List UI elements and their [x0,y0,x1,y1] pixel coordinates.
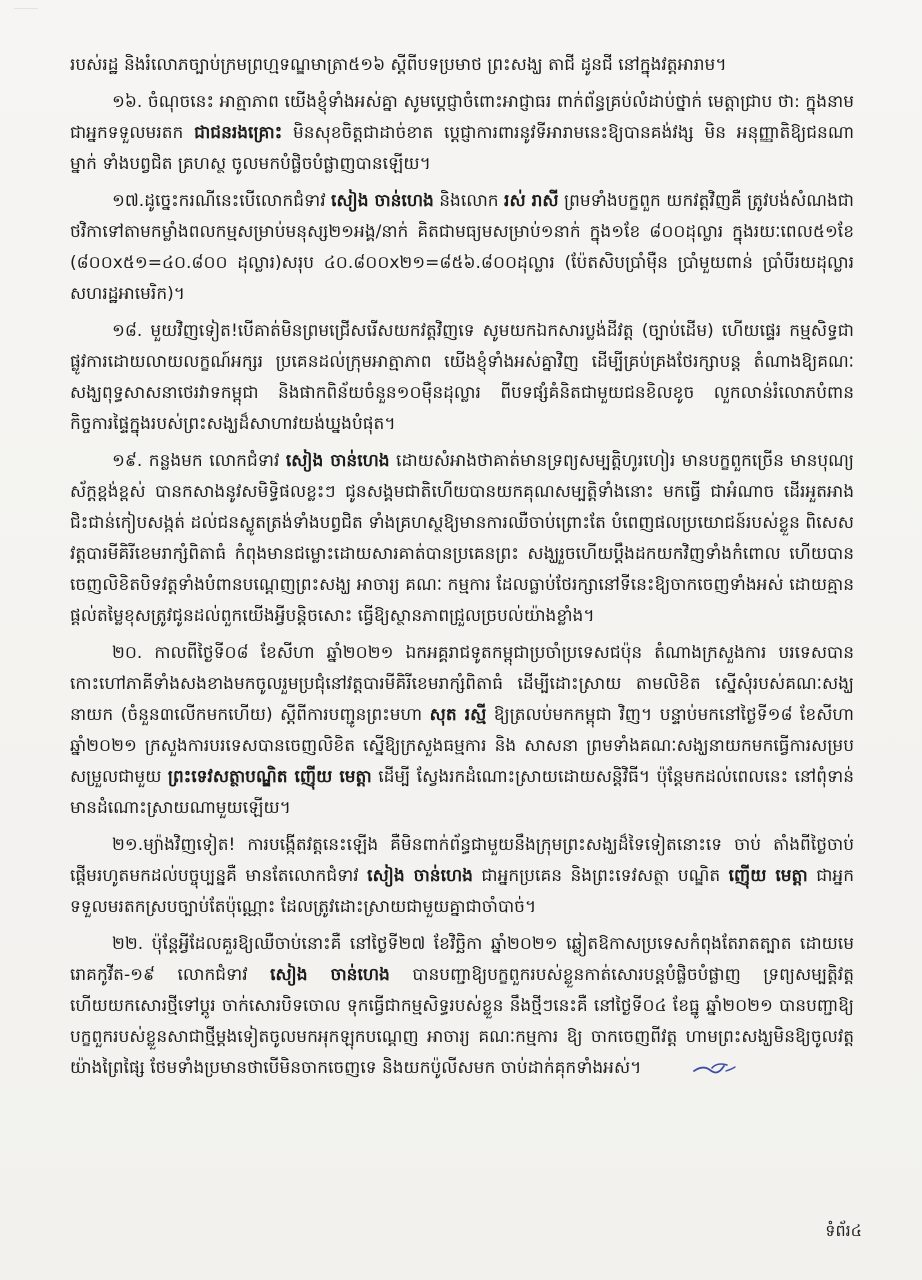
bold-name-text: សៀង ចាន់ហេង [285,451,390,471]
paragraph-16 [70,87,854,180]
paragraph-18 [70,316,854,440]
bold-name-text: ញ៉ើយ មេត្តា [728,866,808,886]
paragraph-20 [70,638,854,824]
bold-name-text: សុត រស្មី [429,705,487,725]
paragraph-text: ឱ្យត្រលប់មកកម្ពុជា វិញ។ បន្ទាប់មកនៅថ្ងៃទី១៨ ខែសីហា ឆ្នាំ២០២១ ក្រសួងការបរទេសបានចេញលិខិត ស្នើឱ្យក្រសួងធម្មការ និង សាសនា ព្រមទាំងគណៈសង្ឃនាយកមកធ្វើការសម្របសម្រួលជាមួយ [70,705,854,787]
handwritten-initials-icon [649,1057,697,1079]
paragraph-text: របស់រដ្ឋ និងរំលោភច្បាប់ក្រមព្រហ្មទណ្ឌមាត្រា៥១៦ ស្តីពីបទប្រមាថ ព្រះសង្ឃ តាជី ដូនជី នៅក្នុងវត្តអារាម។ [70,55,727,75]
paragraph-text: ១៩. កន្លងមក លោកជំទាវ [112,451,286,471]
paragraph-text: ជាអ្នកប្រគេន និងព្រះទេវសត្ថា បណ្ឌិត [472,866,729,886]
paragraph-text: ដើម្បី ស្វែងរកដំណោះស្រាយដោយសន្តិវិធី។ ប៉ុន្តែមកដល់ពេលនេះ នៅពុំទាន់មានដំណោះស្រាយណាមួយឡើយ។ [70,767,855,818]
paragraph-text: ១៦. ចំណុចនេះ អាត្មាភាព យើងខ្ញុំទាំងអស់គ្នា សូមប្តេជ្ញាចំពោះអាជ្ញាធរ ពាក់ព័ន្ធគ្រប់លំដាប់ថ្នាក់ មេត្តាជ្រាប ថា: ក្នុងនាមជាអ្នកទទួលមរតក [70,92,854,143]
document-body [70,50,854,1090]
paragraph-text: ព្រមទាំងបក្ខពួក យកវត្តវិញគឺ ត្រូវបង់សំណងជាថវិកាទៅតាមកម្លាំងពលកម្មសម្រាប់មនុស្ស២១អង្គ/នាក់ គិតជាមធ្យមសម្រាប់១នាក់ ក្នុង១ខែ ៨០០ដុល្លារ ក្នុងរយៈពេល៥១ខែ (៨០០x៥១=៤០.៨០០ ដុល្លារ)សរុប ៤០.៨០០x២១=៨៥៦.៨០០ដុល្លារ (ប៉ែតសិបប្រាំម៉ឺន ប្រាំមួយពាន់ ប្រាំបីរយដុល្លារ សហរដ្ឋអាមេរិក)។ [70,191,854,304]
paragraph-19 [70,446,854,632]
paragraph-22 [70,929,854,1084]
bold-name-text: ជាជនរងគ្រោះ [194,123,283,143]
paragraph-text: ២១.ម្យ៉ាងវិញទៀត! ការបង្កើតវត្តនេះឡើង គឺមិនពាក់ព័ន្ធជាមួយនឹងក្រុមព្រះសង្ឃដ៏ទៃទៀតនោះទេ ចាប់ តាំងពីថ្ងៃចាប់ផ្តើមរហូតមកដល់បច្ចុប្បន្នគឺ មានតែលោកជំទាវ [70,835,854,886]
paragraph-text: ដោយសំអាងថាគាត់មានទ្រព្យសម្បត្តិហូរហៀរ មានបក្ខពួកច្រើន មានបុណ្យស័ក្តខ្ពង់ខ្ពស់ បានកសាងនូវសមិទ្ធិផលខ្លះៗ ជូនសង្គមជាតិហើយបានយកគុណសម្បត្តិទាំងនោះ មកធ្វើ ជាអំណាច ដើរអួតអាង ជិះជាន់កៀបសង្កត់ ដល់ជនស្លូតត្រង់ទាំងបព្វជិត ទាំងគ្រហស្ថឱ្យមានការឈឺចាប់ព្រោះតែ បំពេញផលប្រយោជន៍របស់ខ្លួន ពិសេសវត្តបារមីគិរីខេមរាក្សំពិតាធំ កំពុងមានជម្លោះដោយសារគាត់បានប្រគេនព្រះ សង្ឃរួចហើយប្តឹងដកយកវិញទាំងកំពោល ហើយបានចេញលិខិតបិទវត្តទាំងបំពានបណ្តេញព្រះសង្ឃ អាចារ្យ គណៈ កម្មការ ដែលធ្លាប់ថែរក្សានៅទីនេះឱ្យចាកចេញទាំងអស់ ដោយគ្មានផ្តល់តម្លៃខុសត្រូវជូនដល់ពួកយើងអ្វីបន្តិចសោះ ធ្វើឱ្យស្ថានភាពជ្រួលច្របល់យ៉ាងខ្លាំង។ [70,451,854,626]
bold-name-text: សៀង ចាន់ហេង [270,965,390,985]
bold-name-text: សៀង ចាន់ហេង [331,191,434,211]
scan-corner-mark [14,8,38,19]
paragraph-text: ២០. កាលពីថ្ងៃទី០៨ ខែសីហា ឆ្នាំ២០២១ ឯកអគ្គរាជទូតកម្ពុជាប្រចាំប្រទេសជប៉ុន តំណាងក្រសួងការ បរទេសបានកោះហៅភាគីទាំងសងខាងមកចូលរួមប្រជុំនៅវត្តបារមីគិរីខេមរាក្សំពិតាធំ ដើម្បីដោះស្រាយ តាមលិខិត ស្នើសុំរបស់គណៈសង្ឃនាយក (ចំនួន៣លើកមកហើយ) ស្តីពីការបញ្ជូនព្រះមហា [70,643,854,725]
paragraph-text: ជាអ្នកទទួលមរតកស្របច្បាប់តែប៉ុណ្ណោះ ដែលត្រូវដោះស្រាយជាមួយគ្នាជាចាំបាច់។ [70,866,854,917]
bold-name-text: សៀង ចាន់ហេង [367,866,473,886]
paragraph-text: បានបញ្ជាឱ្យបក្ខពួករបស់ខ្លួនកាត់សោរបន្តបំផ្លិចបំផ្លាញ ទ្រព្យសម្បត្តិវត្ត ហើយយកសោរថ្មីទៅប្តូរ ចាក់សោរបិទចោល ទុកធ្វើជាកម្មសិទ្ធរបស់ខ្លួន នឹងថ្មីៗនេះគឺ នៅថ្ងៃទី០៤ ខែធ្នូ ឆ្នាំ២០២១ បានបញ្ជាឱ្យបក្ខពួករបស់ខ្លួនសាជាថ្មីម្តងទៀតចូលមកអុកឡុកបណ្តេញ អាចារ្យ គណៈកម្មការ ឱ្យ ចាកចេញពីវត្ត ហាមព្រះសង្ឃមិនឱ្យចូលវត្តយ៉ាងព្រៃផ្សៃ ថែមទាំងប្រមានថាបើមិនចាកចេញទេ និងយកប៉ូលីសមក ចាប់ដាក់គុកទាំងអស់។ [70,965,854,1078]
signature-stroke [694,1066,724,1073]
signature-svg [691,1057,739,1079]
paragraph-text: ១៨. មួយវិញទៀត!បើគាត់មិនព្រមជ្រើសរើសយកវត្តវិញទេ សូមយកឯកសារប្លង់ដីវត្ត (ច្បាប់ដើម) ហើយផ្ទេរ កម្មសិទ្ធជាផ្លូវការដោយលាយលក្ខណ៍អក្សរ ប្រគេនដល់ក្រុមអាត្មាភាព យើងខ្ញុំទាំងអស់គ្នាវិញ ដើម្បីគ្រប់គ្រងថែរក្សាបន្ត តំណាងឱ្យគណៈសង្ឃពុទ្ធសាសនាថេរវាទកម្ពុជា និងផាកពិន័យចំនួន១០ម៉ឺនដុល្លារ ពីបទផ្សំគំនិតជាមួយជនខិលខូច លួកលាន់រំលោភបំពានកិច្ចការផ្ទៃក្នុងរបស់ព្រះសង្ឃដ៏សាហាវយង់ឃ្នងបំផុត។ [70,321,854,434]
bold-name-text: រស់ រាសី [504,191,559,211]
paragraph-text: និងលោក [433,191,505,211]
paragraph-17 [70,186,854,310]
signature-stroke [726,1067,735,1071]
paragraph-text: ២២. ប៉ុន្តែអ្វីដែលគួរឱ្យឈឺចាប់នោះគឺ នៅថ្ងៃទី២៧ ខែវិច្ឆិកា ឆ្នាំ២០២១ ឆ្លៀតឱកាសប្រទេសកំពុងតែរាតត្បាត ដោយមេរោគកូវីត-១៩ លោកជំទាវ [70,934,854,985]
page-number: ទំព័រ៤ [825,1221,862,1240]
paragraph-text: មិនសុខចិត្តជាដាច់ខាត ប្តេជ្ញាការពារនូវទីអារាមនេះឱ្យបានគង់វង្ស មិន អនុញ្ញាតិឱ្យជនណាម្នាក់ ទាំងបព្វជិត គ្រហស្ថ ចូលមកបំផ្លិចបំផ្លាញបានឡើយ។ [70,123,854,174]
paragraph-text: ១៧.ដូច្នេះករណីនេះបើលោកជំទាវ [112,191,332,211]
paragraph-15-continuation [70,50,854,81]
bold-name-text: ព្រះទេវសត្ថាបណ្ឌិត ញ៉ើយ មេត្តា [167,767,372,787]
paragraph-21 [70,830,854,923]
